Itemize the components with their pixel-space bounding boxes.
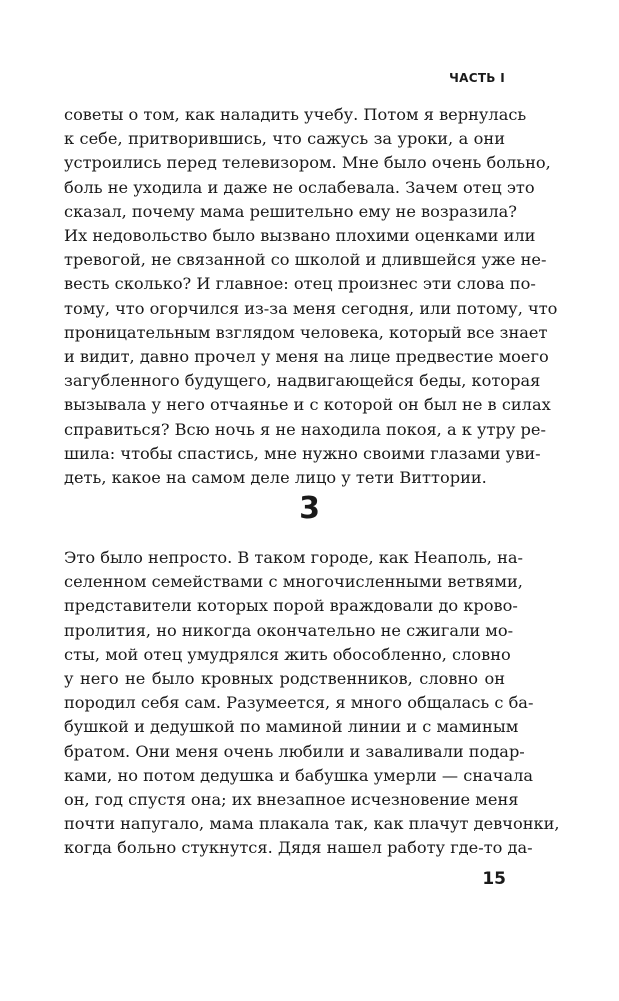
text-line: Их недовольство было вызвано плохими оценками или: [64, 226, 536, 246]
text-line: и видит, давно прочел у меня на лице предвестие моего: [64, 347, 549, 367]
text-line: деть, какое на самом деле лицо у тети Виттории.: [64, 468, 487, 488]
text-line: к себе, притворившись, что сажусь за уроки, а они: [64, 129, 505, 149]
chapter-number: 3: [299, 491, 320, 526]
text-line: пролития, но никогда окончательно не сжигали мо-: [64, 620, 514, 640]
text-line: он, год спустя она; их внезапное исчезновение меня: [64, 790, 519, 810]
text-line: бушкой и дедушкой по маминой линии и с маминым: [64, 717, 519, 737]
text-line: тревогой, не связанной со школой и длившейся уже не-: [64, 250, 547, 270]
text-line: вызывала у него отчаянье и с которой он был не в силах: [64, 395, 551, 415]
text-line: шила: чтобы спастись, мне нужно своими глазами уви-: [64, 443, 541, 463]
text-line: проницательным взглядом человека, который все знает: [64, 322, 548, 342]
text-line: справиться? Всю ночь я не находила покоя, а к утру ре-: [64, 419, 546, 439]
text-line: у него не было кровных родственников, словно он: [64, 669, 505, 689]
chapter-paragraph: [64, 546, 560, 861]
text-line: представители которых порой враждовали до крово-: [64, 596, 518, 616]
text-line: советы о том, как наладить учебу. Потом я вернулась: [64, 105, 527, 124]
text-line: ками, но потом дедушка и бабушка умерли — сначала: [64, 765, 534, 785]
text-line: когда больно стукнутся. Дядя нашел работу где-то да-: [64, 838, 533, 858]
text-line: сказал, почему мама решительно ему не возразила?: [64, 201, 517, 221]
page-number: 15: [482, 869, 506, 889]
text-line: устроились перед телевизором. Мне было очень больно,: [64, 153, 551, 173]
text-line: загубленного будущего, надвигающейся беды, которая: [64, 371, 541, 391]
text-line: породил себя сам. Разумеется, я много общалась с ба-: [64, 693, 534, 713]
text-line: боль не уходила и даже не ослабевала. Зачем отец это: [64, 177, 535, 197]
running-head: ЧАСТЬ I: [449, 71, 505, 85]
text-line: весть сколько? И главное: отец произнес эти слова по-: [64, 274, 536, 294]
text-line: братом. Они меня очень любили и заваливали подар-: [64, 741, 525, 761]
text-line: тому, что огорчился из-за меня сегодня, или потому, что: [64, 298, 558, 318]
text-line: Это было непросто. В таком городе, как Неаполь, на-: [64, 548, 523, 567]
text-line: почти напугало, мама плакала так, как плачут девчонки,: [64, 814, 560, 834]
paragraph-continued: [64, 103, 558, 490]
text-line: селенном семействами с многочисленными ветвями,: [64, 572, 523, 592]
text-line: сты, мой отец умудрялся жить обособленно, словно: [64, 644, 511, 664]
